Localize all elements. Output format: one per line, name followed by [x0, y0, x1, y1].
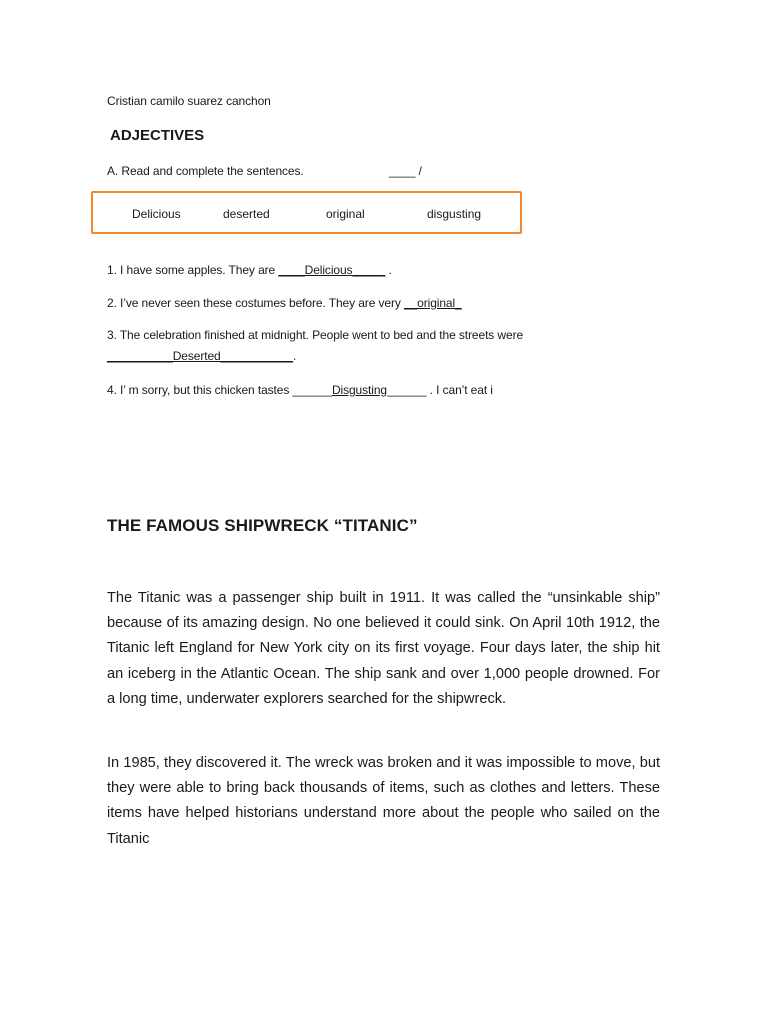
sentence-text: 4. I’ m sorry, but this chicken tastes ______	[107, 383, 332, 397]
sentence-2	[107, 296, 462, 310]
sentence-answer: __original_	[404, 296, 462, 310]
word-bank-item: deserted	[223, 207, 270, 221]
reading-paragraph-2: In 1985, they discovered it. The wreck was broken and it was impossible to move, but they were able to bring back thousands of items, such as clothes and letters. These items have helped historians understand more about the people who sailed on the Titanic	[107, 755, 660, 847]
section-title: ADJECTIVES	[110, 127, 205, 144]
exercise-instruction: A. Read and complete the sentences.	[107, 164, 304, 178]
sentence-answer: ____Delicious_____	[278, 263, 386, 277]
sentence-3-line-1: 3. The celebration finished at midnight. People went to bed and the streets were	[107, 328, 524, 342]
reading-paragraph-1: The Titanic was a passenger ship built in 1911. It was called the “unsinkable ship” because of its amazing design. No one believed it could sink. On April 10th 1912, the Titanic left England for New York city on its first voyage. Four days later, the ship hit an iceberg in the Atlantic Ocean. The ship sank and over 1,000 people drowned. For a long time, underwater explorers searched for the shipwreck.	[107, 590, 660, 707]
sentence-text: .	[385, 263, 392, 277]
sentence-3-line-2	[107, 349, 296, 363]
sentence-text: 1. I have some apples. They are	[107, 263, 279, 277]
word-bank-box	[91, 191, 522, 234]
score-blank: ____ /	[389, 164, 422, 178]
word-bank-item: original	[326, 207, 365, 221]
sentence-4	[107, 383, 493, 397]
sentence-text: ______ . I can’t eat i	[386, 383, 493, 397]
sentence-answer: __________Deserted___________	[107, 349, 293, 363]
reading-title: THE FAMOUS SHIPWRECK “TITANIC”	[107, 516, 418, 535]
sentence-text: 2. I’ve never seen these costumes before. They are very	[107, 296, 405, 310]
sentence-answer: Disgusting	[331, 383, 387, 397]
sentence-text: .	[292, 349, 297, 363]
sentence-1	[107, 263, 392, 277]
student-name: Cristian camilo suarez canchon	[107, 94, 271, 108]
word-bank-item: disgusting	[427, 207, 482, 221]
word-bank-item: Delicious	[132, 207, 181, 221]
